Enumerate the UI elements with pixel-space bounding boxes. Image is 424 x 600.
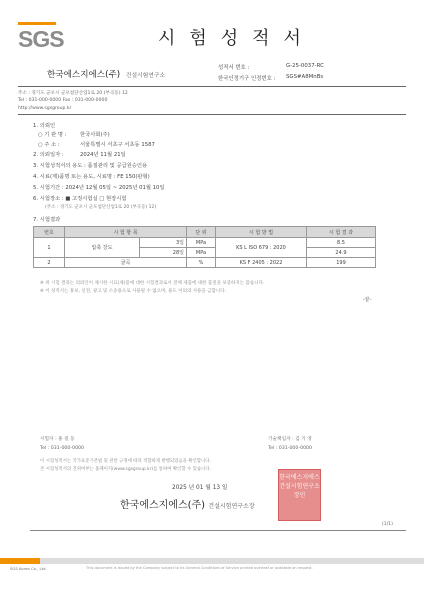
footer-terms: This document is issued by the Company subject to its General Conditions of Service printed overleaf or available on request. [86, 566, 313, 570]
footer-divider [30, 530, 406, 531]
issuer-name [120, 496, 255, 511]
table-header-row [34, 227, 376, 238]
header-no: 번호 [34, 227, 65, 238]
website-line: http://www.sgsgroup.kr [18, 106, 72, 111]
item-period: 5. 시험기간 : 2024년 12월 05일 ~ 2025년 01월 10일 [33, 185, 165, 191]
company-name [47, 68, 165, 80]
verification-statement: 본 시험성적서의 진위여부는 홈페이지(www.sgsgroup.kr)를 통하여 확인할 수 있습니다. [40, 467, 211, 472]
client-org-label: ○ 기 관 명 : [38, 132, 67, 138]
note-line-1: ※ 위 시험 결과는 의뢰인이 제시한 시료(제)품에 대한 시험결과로서 전체 제품에 대한 품질을 보증하지는 않습니다. [40, 281, 265, 286]
row-no: 1 [34, 238, 65, 258]
header-divider [18, 86, 406, 87]
company-division: 건설시험연구소 [125, 73, 166, 79]
row-sub: 굴곡 [65, 258, 187, 268]
item-sample: 4. 시료(제)품명 또는 용도, 시료명 : FE 150(판형) [33, 174, 150, 180]
request-date-label: 2. 의뢰일자 : [33, 152, 64, 158]
address-divider [18, 114, 406, 115]
client-address-label: ○ 주 소 : [38, 142, 60, 148]
row-result: 8.5 [307, 238, 376, 248]
sgs-logo: SGS [18, 26, 64, 52]
footer-company: SGS Korea Co., Ltd. [10, 566, 47, 571]
client-address-value: 서울특별시 서초구 서초동 1587 [80, 142, 155, 148]
official-seal: 한국에스지에스 건설시험연구소장인 [278, 469, 321, 521]
cert-no-label: 성적서 번호 : [218, 65, 250, 71]
row-method: KS L ISO 679 : 2020 [216, 238, 307, 258]
approver-name: 기술책임자 : 김 기 영 [268, 437, 312, 442]
header-method: 시 험 방 법 [216, 227, 307, 238]
note-line-2: ※ 이 성적서는 홍보, 선전, 광고 및 소송용으로 사용될 수 없으며, 용도 이외의 사용을 금합니다. [40, 289, 227, 294]
row-method: KS F 2405 : 2022 [216, 258, 307, 268]
issuer-title: 건설시험연구소장 [208, 503, 255, 510]
approver-tel: Tel : 031-000-0000 [268, 446, 313, 451]
item-location: 6. 시험장소 : ■ 고정시험실 □ 현장시험 [33, 196, 127, 202]
issue-date: 2025 년 01 월 13 일 [172, 485, 228, 491]
location-address-note: (주소 : 경기도 군포시 군포첨단산업1로 20 (부곡동) 12) [45, 205, 157, 210]
tester-name: 시험자 : 홍 길 동 [40, 437, 75, 442]
row-result: 24.9 [307, 248, 376, 258]
header-item: 시 험 항 목 [65, 227, 187, 238]
footer-band [0, 558, 424, 564]
contact-line: Tel : 031-000-0000 Fax : 031-000-0000 [18, 98, 108, 103]
sample-no-value: SGS#A8MnBs [286, 74, 324, 80]
row-no: 2 [34, 258, 65, 268]
table-row [34, 258, 376, 268]
results-table [33, 226, 376, 268]
row-item: 압축 강도 [65, 238, 140, 258]
row-sub: 3일 [140, 238, 187, 248]
header-unit: 단 위 [187, 227, 216, 238]
company-name-text: 한국에스지에스(주) [47, 70, 121, 80]
row-unit: MPa [187, 248, 216, 258]
tester-tel: Tel : 031-000-0000 [40, 446, 85, 451]
issuer-company: 한국에스지에스(주) [120, 500, 206, 511]
header-result: 시 험 결 과 [307, 227, 376, 238]
validity-statement: 이 시험성적서는 국가표준기본법 및 관련 규정에 따라 적합하게 발행되었음을 확인합니다. [40, 459, 211, 464]
row-result: 199 [307, 258, 376, 268]
row-unit: % [187, 258, 216, 268]
page-indicator: (1/1) [382, 522, 393, 527]
document-title: 시험성적서 [158, 28, 315, 49]
item-purpose: 3. 시험성적서의 용도 : 품질관리 및 공급원승인용 [33, 163, 148, 169]
logo-accent-bar [18, 22, 56, 25]
sample-no-label: 한국인정기구 인정번호 : [218, 76, 276, 82]
table-row [34, 238, 376, 248]
address-line: 주소 : 경기도 군포시 군포첨단산업1로 20 (부곡동) 12 [18, 91, 128, 96]
client-org-value: 한국사회(주) [80, 132, 110, 138]
row-unit: MPa [187, 238, 216, 248]
section-client-title: 1. 의뢰인 [33, 123, 56, 129]
request-date-value: 2024년 11월 21일 [80, 152, 126, 158]
row-sub: 28일 [140, 248, 187, 258]
cert-no-value: G-25-0037-RC [286, 63, 324, 69]
results-title: 7. 시험결과 [33, 217, 61, 223]
end-mark: -끝- [363, 297, 372, 303]
